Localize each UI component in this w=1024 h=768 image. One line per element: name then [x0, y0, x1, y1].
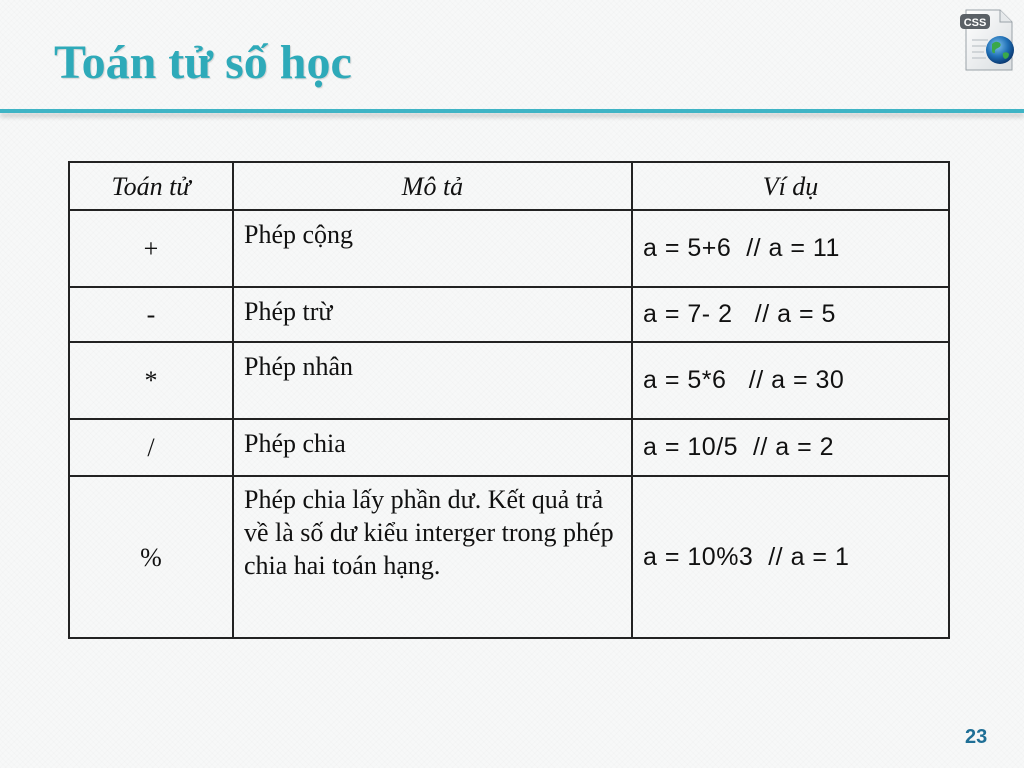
- operator-cell: -: [69, 287, 233, 342]
- description-cell: Phép chia lấy phần dư. Kết quả trả về là số dư kiểu interger trong phép chia hai toán hạng.: [233, 476, 632, 638]
- operator-cell: /: [69, 419, 233, 476]
- operators-table: [68, 161, 950, 639]
- header-operator: Toán tử: [69, 162, 233, 210]
- example-cell: a = 5*6 // a = 30: [632, 342, 949, 419]
- svg-text:CSS: CSS: [963, 17, 987, 29]
- table-row: [69, 210, 949, 287]
- example-cell: a = 10%3 // a = 1: [632, 476, 949, 638]
- example-cell: a = 10/5 // a = 2: [632, 419, 949, 476]
- table-row: [69, 287, 949, 342]
- header-description: Mô tả: [233, 162, 632, 210]
- description-cell: Phép trừ: [233, 287, 632, 342]
- description-cell: Phép nhân: [233, 342, 632, 419]
- operator-cell: *: [69, 342, 233, 419]
- title-divider: [0, 109, 1024, 113]
- table-row: [69, 419, 949, 476]
- example-cell: a = 5+6 // a = 11: [632, 210, 949, 287]
- css-document-icon: [956, 6, 1020, 74]
- operator-cell: %: [69, 476, 233, 638]
- slide-title: Toán tử số học: [54, 36, 352, 89]
- example-cell: a = 7- 2 // a = 5: [632, 287, 949, 342]
- table-row: [69, 476, 949, 638]
- table-row: [69, 342, 949, 419]
- description-cell: Phép cộng: [233, 210, 632, 287]
- description-cell: Phép chia: [233, 419, 632, 476]
- header-example: Ví dụ: [632, 162, 949, 210]
- page-number: 23: [965, 726, 988, 748]
- operator-cell: +: [69, 210, 233, 287]
- table-header-row: [69, 162, 949, 210]
